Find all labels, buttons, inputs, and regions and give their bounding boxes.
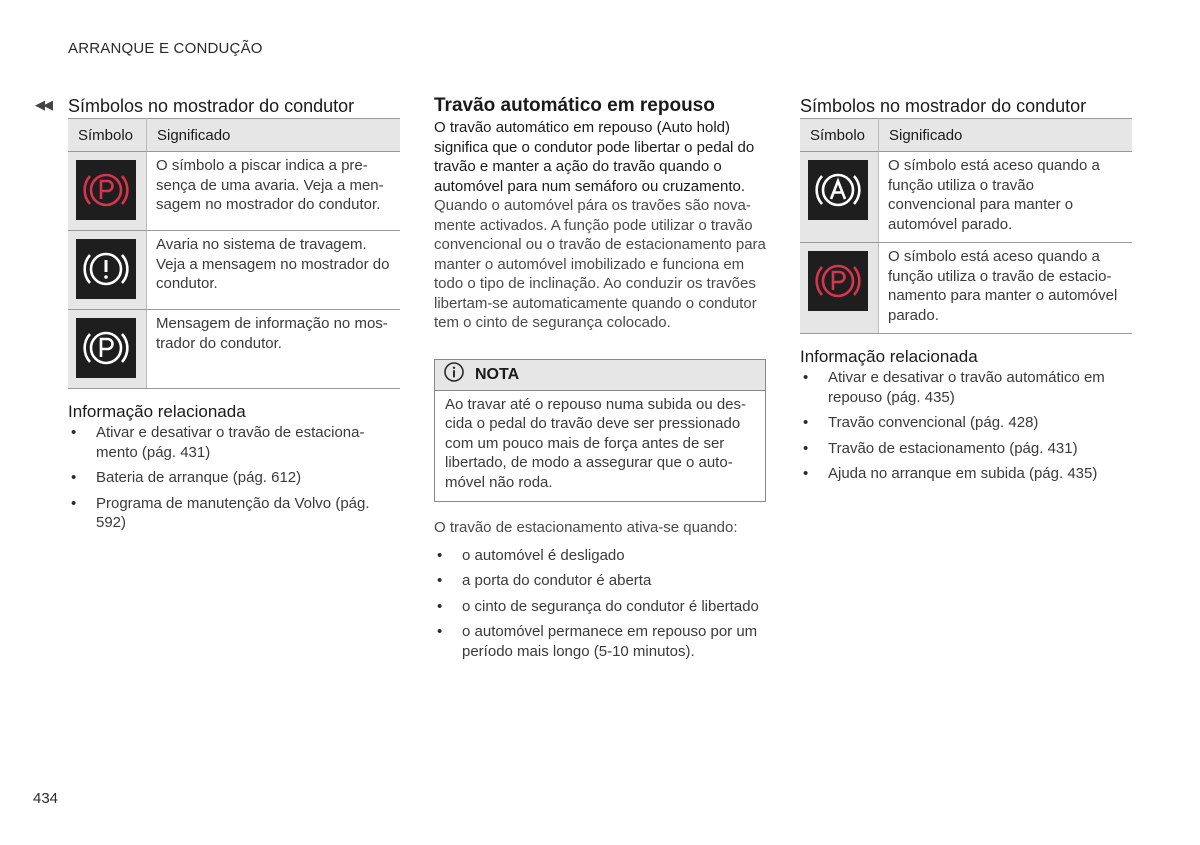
info-icon (443, 361, 465, 388)
related-info-list (800, 368, 1132, 484)
brake-warning-icon (76, 239, 136, 299)
left-section-title: Símbolos no mostrador do condutor (68, 96, 355, 116)
meaning-text: Mensagem de informação no mos-trador do condutor. (147, 310, 401, 389)
middle-column (434, 94, 766, 667)
page-title: Travão automático em repouso (434, 95, 715, 116)
left-column (68, 94, 400, 539)
meaning-text: O símbolo está aceso quando a função utiliza o travão convencional para manter o automóvel parado. (879, 152, 1133, 243)
list-item: • o cinto de segurança do condutor é libertado (434, 597, 766, 617)
right-section-title: Símbolos no mostrador do condutor (800, 96, 1087, 116)
note-box (434, 359, 766, 503)
section-header: ARRANQUE E CONDUÇÃO (68, 40, 263, 57)
table-header-meaning: Significado (879, 119, 1133, 152)
meaning-text: Avaria no sistema de travagem. Veja a mensagem no mostrador do condutor. (147, 231, 401, 310)
right-column (800, 94, 1132, 490)
note-header (435, 360, 765, 391)
parking-brake-red-icon (808, 251, 868, 311)
related-link[interactable]: • Ajuda no arranque em subida (pág. 435) (800, 464, 1132, 484)
table-row (68, 231, 400, 310)
table-header-symbol: Símbolo (800, 119, 879, 152)
related-link[interactable]: • Ativar e desativar o travão de estaciona-mento (pág. 431) (68, 423, 400, 462)
table-row (68, 310, 400, 389)
table-header-symbol: Símbolo (68, 119, 147, 152)
right-symbol-table (800, 118, 1132, 334)
table-row (68, 152, 400, 231)
table-row (800, 243, 1132, 334)
parking-brake-red-icon (76, 160, 136, 220)
activation-intro: O travão de estacionamento ativa-se quando: (434, 519, 738, 536)
list-item: • a porta do condutor é aberta (434, 571, 766, 591)
activation-list (434, 546, 766, 662)
note-text: Ao travar até o repouso numa subida ou des-cida o pedal do travão deve ser pressionado com um pouco mais de força antes de ser libertado, de modo a assegurar que o auto-móvel não roda. (445, 395, 747, 491)
related-link[interactable]: • Travão convencional (pág. 428) (800, 413, 1132, 433)
meaning-text: O símbolo a piscar indica a pre-sença de uma avaria. Veja a men-sagem no mostrador do condutor. (147, 152, 401, 231)
related-link[interactable]: • Travão de estacionamento (pág. 431) (800, 439, 1132, 459)
related-info-title: Informação relacionada (68, 402, 246, 421)
page-number: 434 (33, 790, 59, 807)
table-header-meaning: Significado (147, 119, 401, 152)
list-item: • o automóvel é desligado (434, 546, 766, 566)
related-link[interactable]: • Bateria de arranque (pág. 612) (68, 468, 400, 488)
parking-brake-white-icon (76, 318, 136, 378)
related-link[interactable]: • Ativar e desativar o travão automático em repouso (pág. 435) (800, 368, 1132, 407)
meaning-text: O símbolo está aceso quando a função utiliza o travão de estacio-namento para manter o automóvel parado. (879, 243, 1133, 334)
related-link[interactable]: • Programa de manutenção da Volvo (pág. 592) (68, 494, 400, 533)
lead-paragraph: O travão automático em repouso (Auto hold) significa que o condutor pode libertar o pedal do travão e manter a ação do travão quando o automóvel para num semáforo ou cruzamento. (434, 119, 755, 195)
related-info-title: Informação relacionada (800, 347, 978, 366)
back-chevron-icon[interactable]: ◀◀ (35, 97, 51, 112)
body-paragraph: Quando o automóvel pára os travões são nova-mente activados. A função pode utilizar o travão convencional ou o travão de estacionamento para manter o automóvel imobilizado e funciona em todo o tipo de inclinação. Ao conduzir os travões libertam-se automaticamente quando o condutor tem o cinto de segurança colocado. (434, 197, 766, 331)
related-info-list (68, 423, 400, 533)
auto-hold-icon (808, 160, 868, 220)
list-item: • o automóvel permanece em repouso por um período mais longo (5-10 minutos). (434, 622, 766, 661)
table-row (800, 152, 1132, 243)
note-title: NOTA (475, 365, 520, 383)
left-symbol-table (68, 118, 400, 389)
